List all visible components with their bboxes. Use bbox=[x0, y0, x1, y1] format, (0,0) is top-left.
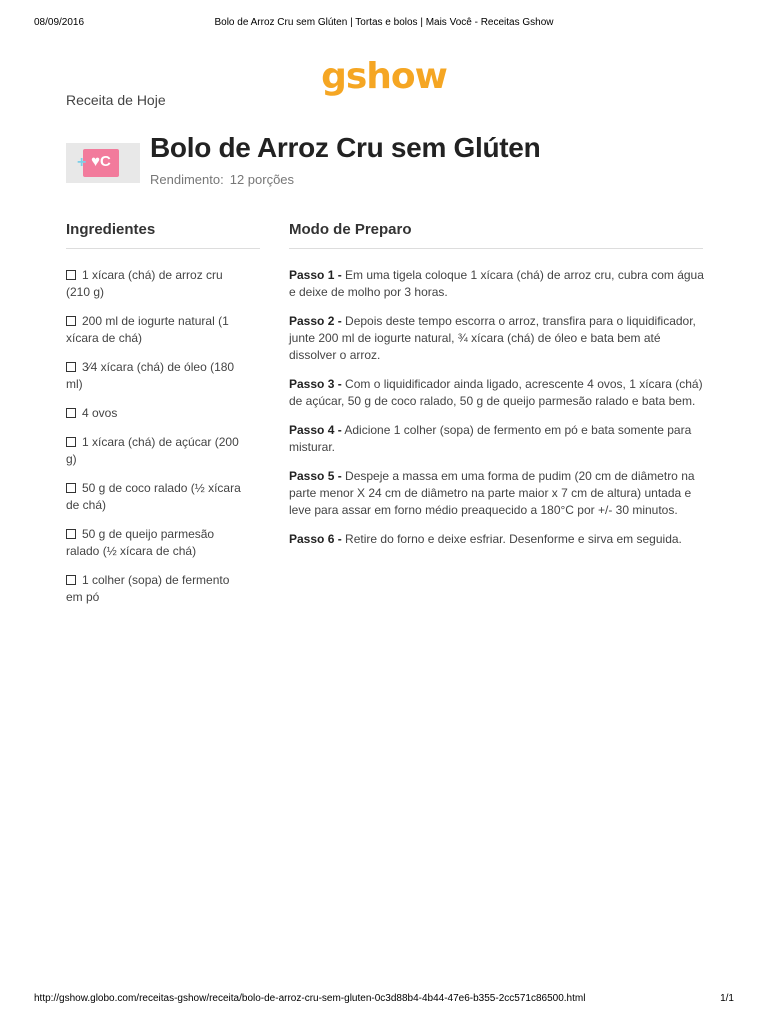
step-text: Despeje a massa em uma forma de pudim (20 cm de diâmetro na parte menor X 24 cm de diâmetro na parte maior x 7 cm de altura) untada e leve para assar em forno médio preaquecido a 180°C por +/- 30 minutos. bbox=[289, 469, 695, 517]
step-text: Em uma tigela coloque 1 xícara (chá) de arroz cru, cubra com água e deixe de molho por 3 horas. bbox=[289, 268, 704, 299]
step-item bbox=[289, 313, 707, 364]
print-header bbox=[0, 17, 768, 31]
program-badge bbox=[83, 149, 119, 177]
checkbox-icon[interactable] bbox=[66, 362, 76, 372]
step-item bbox=[289, 531, 707, 548]
step-item bbox=[289, 468, 707, 519]
checkbox-icon[interactable] bbox=[66, 575, 76, 585]
step-label: Passo 2 - bbox=[289, 314, 342, 328]
step-label: Passo 1 - bbox=[289, 268, 342, 282]
recipe-yield bbox=[150, 172, 294, 187]
print-document-title: Bolo de Arroz Cru sem Glúten | Tortas e bolos | Mais Você - Receitas Gshow bbox=[214, 17, 554, 28]
checkbox-icon[interactable] bbox=[66, 270, 76, 280]
plus-icon: + bbox=[77, 154, 87, 171]
recipe-title: Bolo de Arroz Cru sem Glúten bbox=[150, 132, 541, 163]
ingredient-text: 50 g de queijo parmesão ralado (½ xícara de chá) bbox=[66, 527, 215, 558]
step-text: Adicione 1 colher (sopa) de fermento em pó e bata somente para misturar. bbox=[289, 423, 692, 454]
step-label: Passo 3 - bbox=[289, 377, 342, 391]
gshow-logo-icon bbox=[314, 54, 454, 100]
ingredients-divider bbox=[66, 248, 260, 249]
step-label: Passo 4 - bbox=[289, 423, 342, 437]
ingredient-item[interactable] bbox=[66, 359, 246, 393]
ingredient-item[interactable] bbox=[66, 405, 246, 422]
print-date: 08/09/2016 bbox=[34, 17, 85, 28]
step-item bbox=[289, 376, 707, 410]
ingredient-item[interactable] bbox=[66, 480, 246, 514]
section-label: Receita de Hoje bbox=[66, 92, 166, 108]
program-thumbnail[interactable] bbox=[66, 143, 140, 183]
ingredients-list bbox=[66, 267, 246, 618]
ingredient-item[interactable] bbox=[66, 434, 246, 468]
ingredient-item[interactable] bbox=[66, 267, 246, 301]
step-label: Passo 6 - bbox=[289, 532, 342, 546]
yield-value: 12 porções bbox=[229, 172, 295, 187]
ingredient-text: 1 colher (sopa) de fermento em pó bbox=[66, 573, 230, 604]
print-footer bbox=[0, 993, 768, 1007]
yield-label: Rendimento: bbox=[150, 172, 224, 187]
preparation-steps bbox=[289, 267, 707, 560]
preparation-divider bbox=[289, 248, 703, 249]
ingredient-text: 3⁄4 xícara (chá) de óleo (180 ml) bbox=[66, 360, 235, 391]
program-badge-text: ♥C bbox=[91, 153, 111, 170]
checkbox-icon[interactable] bbox=[66, 437, 76, 447]
step-label: Passo 5 - bbox=[289, 469, 342, 483]
print-url: http://gshow.globo.com/receitas-gshow/receita/bolo-de-arroz-cru-sem-gluten-0c3d88b4-4b44-47e6-b355-2cc571c86500.html bbox=[34, 993, 586, 1004]
ingredient-text: 200 ml de iogurte natural (1 xícara de chá) bbox=[66, 314, 229, 345]
ingredient-item[interactable] bbox=[66, 313, 246, 347]
ingredient-item[interactable] bbox=[66, 572, 246, 606]
step-text: Depois deste tempo escorra o arroz, transfira para o liquidificador, junte 200 ml de iogurte natural, ¾ xícara (chá) de óleo e bata bem até dissolver o arroz. bbox=[289, 314, 696, 362]
ingredient-item[interactable] bbox=[66, 526, 246, 560]
ingredient-text: 50 g de coco ralado (½ xícara de chá) bbox=[66, 481, 241, 512]
ingredient-text: 1 xícara (chá) de arroz cru (210 g) bbox=[66, 268, 223, 299]
ingredients-heading: Ingredientes bbox=[66, 221, 156, 238]
page-number: 1/1 bbox=[720, 993, 734, 1004]
preparation-heading: Modo de Preparo bbox=[289, 221, 412, 238]
svg-text:gshow: gshow bbox=[321, 56, 447, 97]
checkbox-icon[interactable] bbox=[66, 483, 76, 493]
step-item bbox=[289, 422, 707, 456]
ingredient-text: 4 ovos bbox=[82, 406, 118, 420]
step-item bbox=[289, 267, 707, 301]
checkbox-icon[interactable] bbox=[66, 316, 76, 326]
checkbox-icon[interactable] bbox=[66, 529, 76, 539]
step-text: Com o liquidificador ainda ligado, acrescente 4 ovos, 1 xícara (chá) de açúcar, 50 g de coco ralado, 50 g de queijo parmesão ralado e bata bem. bbox=[289, 377, 703, 408]
step-text: Retire do forno e deixe esfriar. Desenforme e sirva em seguida. bbox=[345, 532, 682, 546]
ingredient-text: 1 xícara (chá) de açúcar (200 g) bbox=[66, 435, 239, 466]
checkbox-icon[interactable] bbox=[66, 408, 76, 418]
